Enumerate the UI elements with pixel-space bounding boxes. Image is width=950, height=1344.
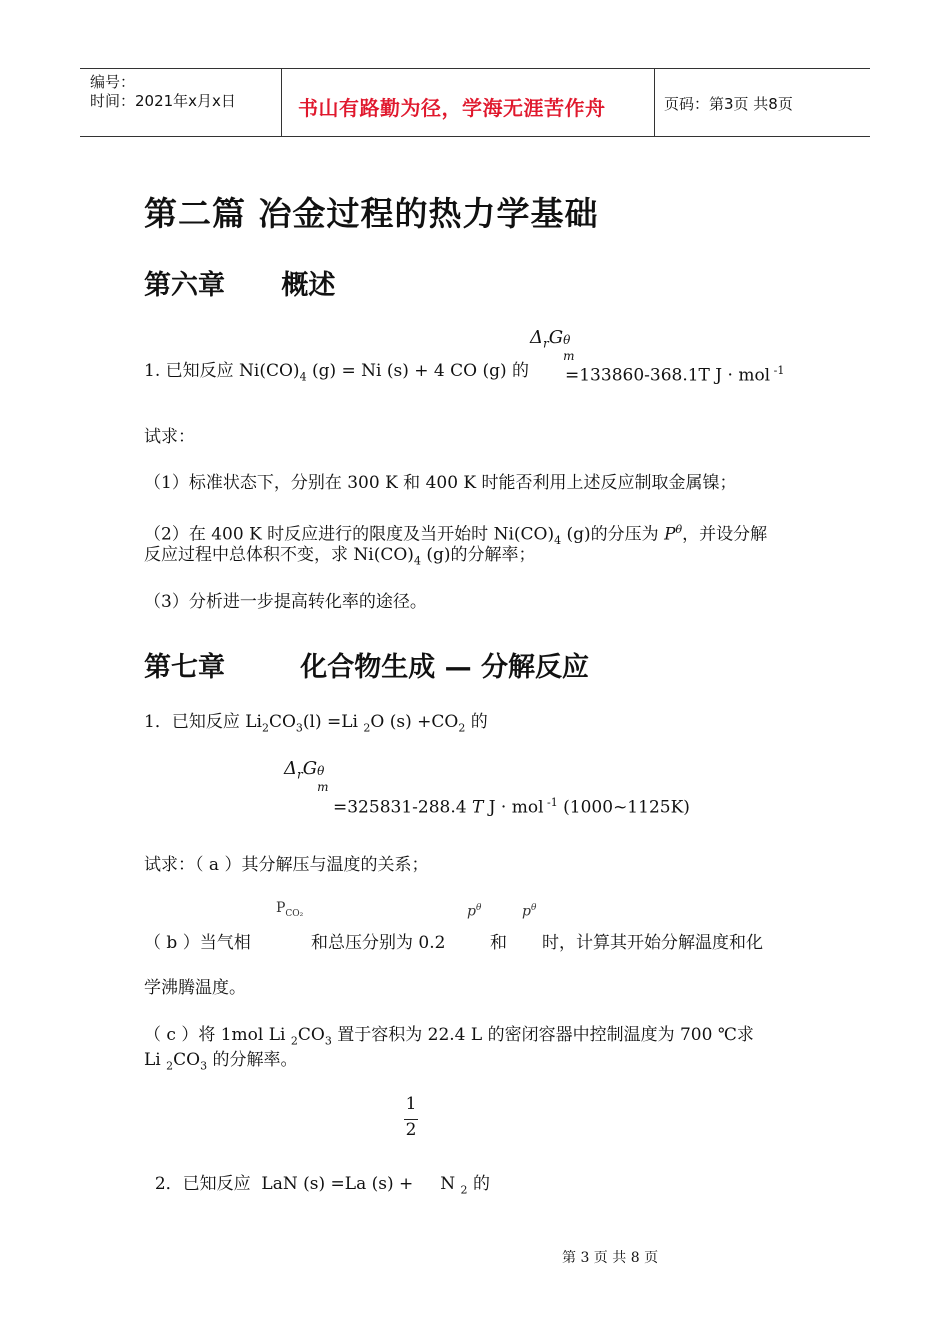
header-time-label: 时间：2021年x月x日 [90,92,236,110]
formula-sub-r: r [297,767,303,782]
q1-sub: 4 [299,370,307,384]
c7q2-t2: 的 [467,1174,490,1194]
header-divider-left [281,68,282,136]
c7q1-value-b: J · mol [483,797,544,818]
q1-value: =133860-368.1T J · mol [565,365,771,386]
c7q1-s2: 3 [295,721,303,735]
q1-text-b: (g) = Ni (s) + 4 CO (g) 的 [306,361,530,381]
c7q1-value-c: (1000~1125K) [557,797,690,818]
c7q1-s3: 2 [363,721,371,735]
c7q2-s1: 2 [460,1183,468,1197]
c7q1-t4: O (s) +CO [370,712,459,732]
chapter7-title: 第七章 化合物生成 — 分解反应 [144,652,589,683]
i2-theta: θ [675,523,683,536]
gibbs-G: G [302,758,318,779]
c-line1-c: 置于容积为 22.4 L 的密闭容器中控制温度为 700 ℃求 [331,1025,754,1045]
c7q1-t3: (l) =Li [302,712,364,732]
c-line2-b: CO [173,1050,201,1070]
c7q1-value-a: =325831-288.4 [333,797,472,818]
i2-line2-sub: 4 [413,554,421,568]
fraction-denominator: 2 [405,1120,417,1140]
chapter6-item-2-line2 [144,542,536,574]
part-title: 第二篇 冶金过程的热力学基础 [144,194,599,233]
q1-exp: -1 [770,364,785,377]
c7q2-t1: 2．已知反应 LaN (s) =La (s) + N [154,1174,461,1194]
chapter7-b-part3: 和 [490,933,507,953]
page-footer: 第 3 页 共 8 页 [562,1250,659,1266]
i2-line2-a: 反应过程中总体积不变，求 Ni(CO) [144,545,414,565]
p-theta-symbol-2 [522,903,536,920]
header-top-border [80,68,870,69]
fraction-numerator: 1 [405,1094,417,1114]
pco2-sub: CO₂ [285,908,304,919]
i2-text-a: （2）在 400 K 时反应进行的限度及当开始时 Ni(CO) [144,524,555,545]
i2-line2-b: (g)的分解率； [420,545,536,565]
chapter7-q1-value [333,790,690,821]
p-theta-1-p: p [467,903,476,920]
chapter6-title: 第六章 概述 [144,270,336,301]
c7q1-value-exp: -1 [543,796,558,809]
i2-text-b: (g)的分压为 [561,524,665,545]
c-sub4: 3 [200,1059,208,1073]
c-sub3: 2 [166,1059,174,1073]
p-theta-symbol-1 [467,903,481,920]
chapter6-q1-line [144,358,529,390]
c7q1-s1: 2 [261,721,269,735]
c-line1-a: （ c ）将 1mol Li [144,1025,291,1045]
chapter7-gibbs-formula [284,758,329,794]
chapter7-q2-line [144,1145,490,1203]
p-theta-1-theta: θ [475,903,482,913]
chapter7-b-part4: 时，计算其开始分解温度和化 [542,933,763,953]
p-theta-2-p: p [522,903,531,920]
pco2-P: P [276,900,286,916]
c-sub2: 3 [324,1034,332,1048]
c7q1-t1: 1．已知反应 Li [144,712,262,732]
delta-symbol: Δ [284,758,297,779]
chapter6-gibbs-formula [530,327,575,363]
c7q1-t2: CO [268,712,296,732]
header-bottom-border [80,136,870,137]
header-page-label: 页码：第3页 共8页 [664,95,793,113]
chapter7-b-line2: 学沸腾温度。 [144,978,246,998]
header-divider-right [654,68,655,136]
p-theta-2-theta: θ [530,903,537,913]
header-motto: 书山有路勤为径，学海无涯苦作舟 [298,96,606,120]
chapter7-q1-line [144,709,488,741]
chapter7-ask-a: 试求：（ a ）其分解压与温度的关系； [144,855,429,875]
c-line2-c: 的分解率。 [207,1050,298,1070]
q1-text-a: 1. 已知反应 Ni(CO) [144,361,300,381]
chapter6-q1-value [565,358,784,389]
formula-sub-m: m [563,349,575,363]
formula-sub-m: m [317,780,329,794]
i2-sub: 4 [554,534,562,548]
c-line2-a: Li [144,1050,167,1070]
chapter7-c-line2 [144,1047,298,1079]
header-number-label: 编号： [90,73,136,91]
pco2-symbol [276,900,303,919]
c7q1-s4: 2 [458,721,466,735]
formula-sub-r: r [543,336,549,351]
formula-sup-theta: θ [317,764,325,778]
delta-symbol: Δ [530,327,543,348]
gibbs-G: G [548,327,564,348]
c-sub1: 2 [290,1034,298,1048]
c-line1-b: CO [297,1025,325,1045]
c7q1-value-T: T [471,797,484,818]
formula-sup-theta: θ [563,333,571,347]
c7q1-t5: 的 [465,712,488,732]
chapter7-b-part2: 和总压分别为 0.2 [311,933,446,953]
chapter6-ask: 试求： [144,427,195,447]
chapter6-item-3: （3）分析进一步提高转化率的途径。 [144,592,427,612]
i2-pressure-P: P [664,524,676,545]
chapter6-item-1: （1）标准状态下，分别在 300 K 和 400 K 时能否利用上述反应制取金属镍； [144,473,737,493]
chapter7-b-part1: （ b ）当气相 [144,933,251,953]
i2-text-c: ，并设分解 [682,524,768,545]
